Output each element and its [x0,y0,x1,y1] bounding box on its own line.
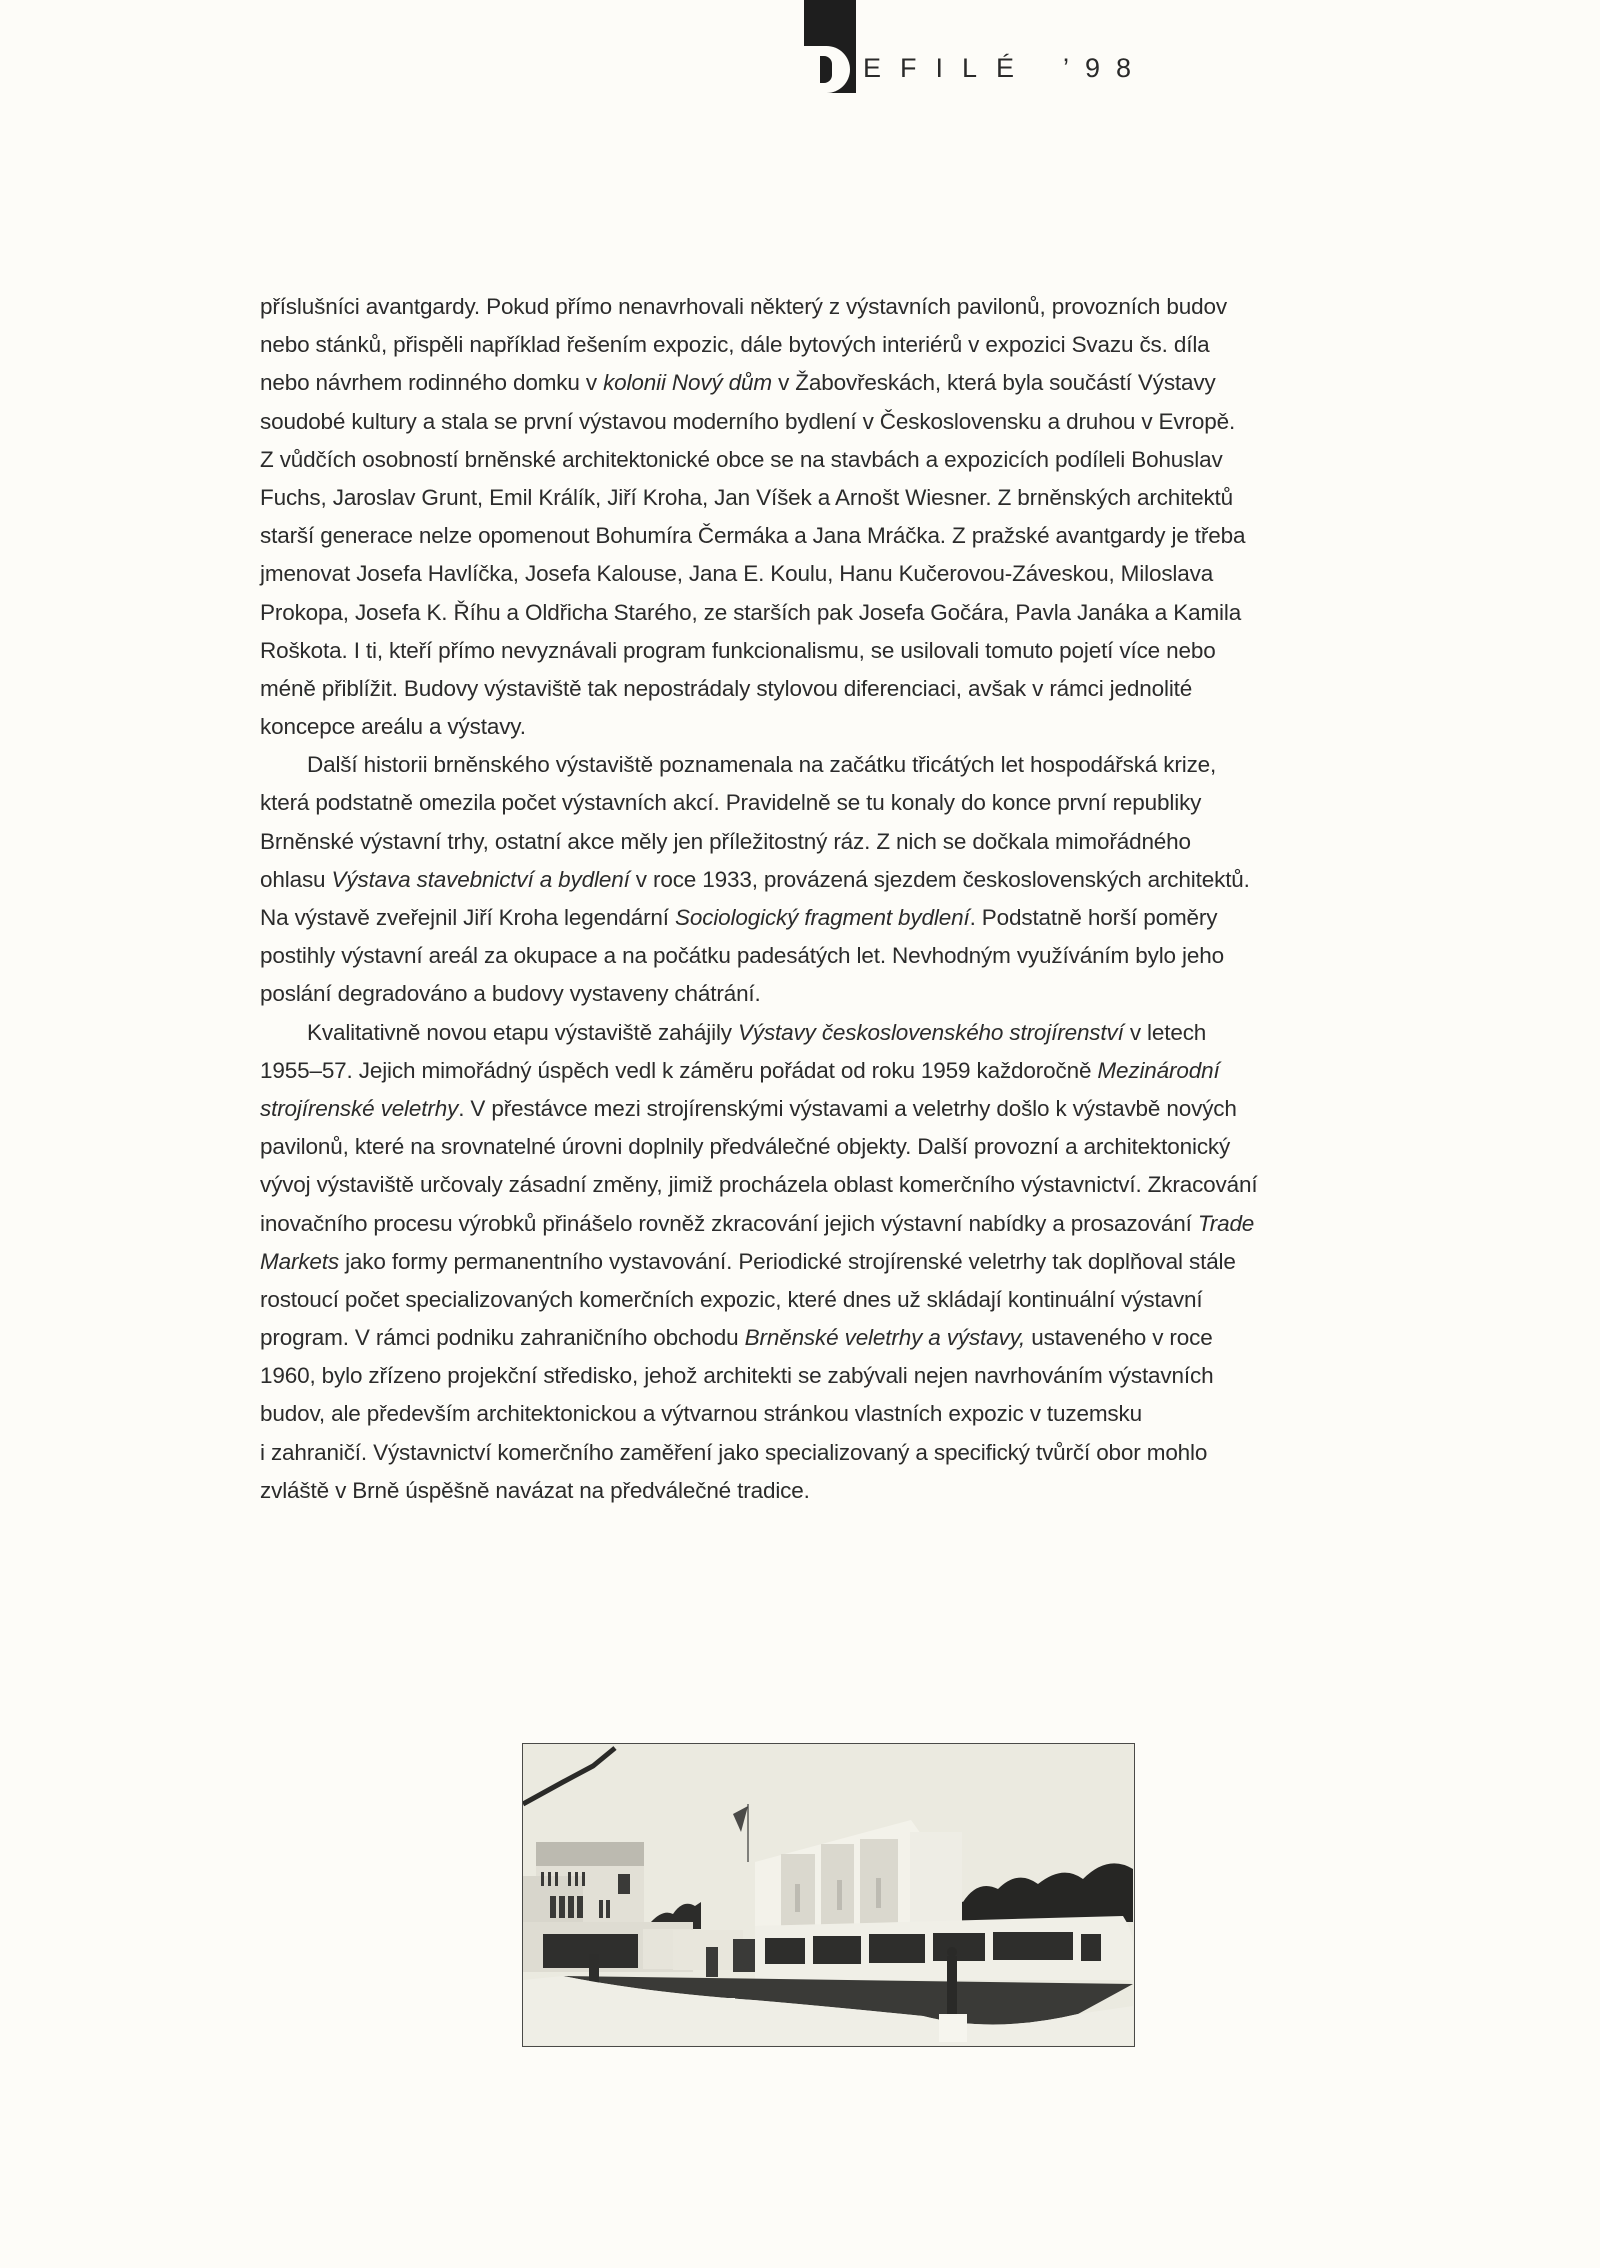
text-run: vývoj výstaviště určovaly zásadní změny, jimiž procházela oblast komerčního výstavnictví. Zkracování [260,1172,1258,1198]
text-line [260,1166,1390,1204]
italic-title: Výstavy československého strojírenství [738,1019,1124,1045]
text-line [260,1472,1390,1510]
text-line [260,784,1390,822]
text-run: program. V rámci podniku zahraničního obchodu [260,1325,745,1351]
italic-title: Markets [260,1248,339,1274]
text-run: postihly výstavní areál za okupace a na počátku padesátých let. Nevhodným využíváním bylo jeho [260,943,1224,969]
text-line [260,1434,1390,1472]
text-line [260,479,1390,517]
text-run: starší generace nelze opomenout Bohumíra Čermáka a Jana Mráčka. Z pražské avantgardy je třeba [260,523,1246,549]
text-run: . V přestávce mezi strojírenskými výstavami a veletrhy došlo k výstavbě nových [458,1095,1237,1121]
text-run: inovačního procesu výrobků přinášelo rovněž zkracování jejich výstavní nabídky a prosazování [260,1210,1198,1236]
page-header [0,0,1600,100]
text-line [260,517,1390,555]
text-run: zvláště v Brně úspěšně navázat na předválečné tradice. [260,1477,810,1503]
text-run: Fuchs, Jaroslav Grunt, Emil Králík, Jiří Kroha, Jan Víšek a Arnošt Wiesner. Z brněnských architektů [260,484,1234,510]
publication-year: ’98 [1063,53,1148,83]
text-line [260,364,1390,402]
text-line [260,1014,1390,1052]
text-run: Brněnské výstavní trhy, ostatní akce měly jen příležitostný ráz. Z nich se dočkala mimořádného [260,828,1191,854]
text-run: budov, ale především architektonickou a výtvarnou stránkou vlastních expozic v tuzemsku [260,1401,1142,1427]
text-line [260,441,1390,479]
text-run: 1955–57. Jejich mimořádný úspěch vedl k záměru pořádat od roku 1959 každoročně [260,1057,1098,1083]
text-line [260,937,1390,975]
text-line [260,555,1390,593]
text-line [260,1319,1390,1357]
article-body [260,288,1390,1510]
text-line [260,746,1390,784]
italic-title: kolonii Nový dům [603,370,772,396]
text-run: Na výstavě zveřejnil Jiří Kroha legendární [260,905,675,930]
text-line [260,1243,1390,1281]
text-run: i zahraničí. Výstavnictví komerčního zaměření jako specializovaný a specifický tvůrčí obor mohlo [260,1439,1208,1465]
text-run: která podstatně omezila počet výstavních akcí. Pravidelně se tu konaly do konce první republiky [260,790,1202,816]
text-line [260,823,1390,861]
text-line [260,861,1390,899]
italic-title: Mezinárodní [1097,1057,1220,1083]
text-run: rostoucí počet specializovaných komerčních expozic, které dnes už skládají kontinuální výstavní [260,1286,1203,1312]
text-run: v Žabovřeskách, která byla součástí Výstavy [772,370,1216,396]
text-run: v roce 1933, provázená sjezdem československých architektů. [629,866,1250,892]
text-run: ustaveného v roce [1025,1325,1213,1351]
logo-d-counter [820,56,832,83]
text-line [260,899,1390,937]
text-line [260,1128,1390,1166]
text-run: Z vůdčích osobností brněnské architektonické obce se na stavbách a expozicích podíleli Bohuslav [260,446,1223,472]
text-line [260,1090,1390,1128]
text-run: soudobé kultury a stala se první výstavou moderního bydlení v Československu a druhou v Evropě. [260,408,1236,434]
text-line [260,632,1390,670]
text-run: nebo návrhem rodinného domku v [260,370,604,396]
text-run: jako formy permanentního vystavování. Periodické strojírenské veletrhy tak doplňoval stále [338,1248,1236,1274]
text-run: . Podstatně horší poměry [969,905,1218,930]
text-run: příslušníci avantgardy. Pokud přímo nenavrhovali některý z výstavních pavilonů, provozních budov [260,294,1227,319]
text-run: Další historii brněnského výstaviště poznamenala na začátku třicátých let hospodářská krize, [307,752,1217,778]
text-run: Prokopa, Josefa K. Říhu a Oldřicha Starého, ze starších pak Josefa Gočára, Pavla Janáka a Kamila [260,599,1242,625]
text-run: poslání degradováno a budovy vystaveny chátrání. [260,981,761,1007]
text-line [260,975,1390,1013]
text-line [260,1357,1390,1395]
text-line [260,670,1390,708]
text-line [260,288,1390,326]
italic-title: Trade [1197,1210,1255,1236]
italic-title: strojírenské veletrhy [260,1095,459,1121]
text-run: 1960, bylo zřízeno projekční středisko, jehož architekti se zabývali nejen navrhováním výstavních [260,1363,1214,1389]
text-line [260,708,1390,746]
italic-title: Brněnské veletrhy a výstavy, [744,1325,1026,1351]
text-run: Kvalitativně novou etapu výstaviště zahájily [307,1019,738,1045]
text-run: Roškota. I ti, kteří přímo nevyznávali program funkcionalismu, se usilovali tomuto pojetí více nebo [260,637,1216,663]
pavilion-photo-illustration [523,1744,1133,2045]
italic-title: Výstava stavebnictví a bydlení [331,866,630,892]
text-line [260,403,1390,441]
publication-title: EFILÉ [863,53,1034,83]
text-run: v letech [1123,1019,1207,1045]
text-run: ohlasu [260,866,332,892]
text-line [260,594,1390,632]
text-run: méně přiblížit. Budovy výstaviště tak nepostrádaly stylovou diferenciaci, avšak v rámci jednolité [260,675,1193,701]
text-run: nebo stánků, přispěli například řešením expozic, dále bytových interiérů v expozici Svazu čs. díla [260,332,1210,358]
text-run: koncepce areálu a výstavy. [260,714,526,740]
text-line [260,1395,1390,1433]
text-line [260,326,1390,364]
text-line [260,1281,1390,1319]
text-run: pavilonů, které na srovnatelné úrovni doplnily předválečné objekty. Další provozní a architektonický [260,1134,1231,1160]
text-run: jmenovat Josefa Havlíčka, Josefa Kalouse, Jana E. Koulu, Hanu Kučerovou-Záveskou, Miloslava [260,561,1214,587]
text-line [260,1052,1390,1090]
italic-title: Sociologický fragment bydlení [675,905,970,930]
text-line [260,1205,1390,1243]
exhibition-photo [522,1743,1135,2047]
